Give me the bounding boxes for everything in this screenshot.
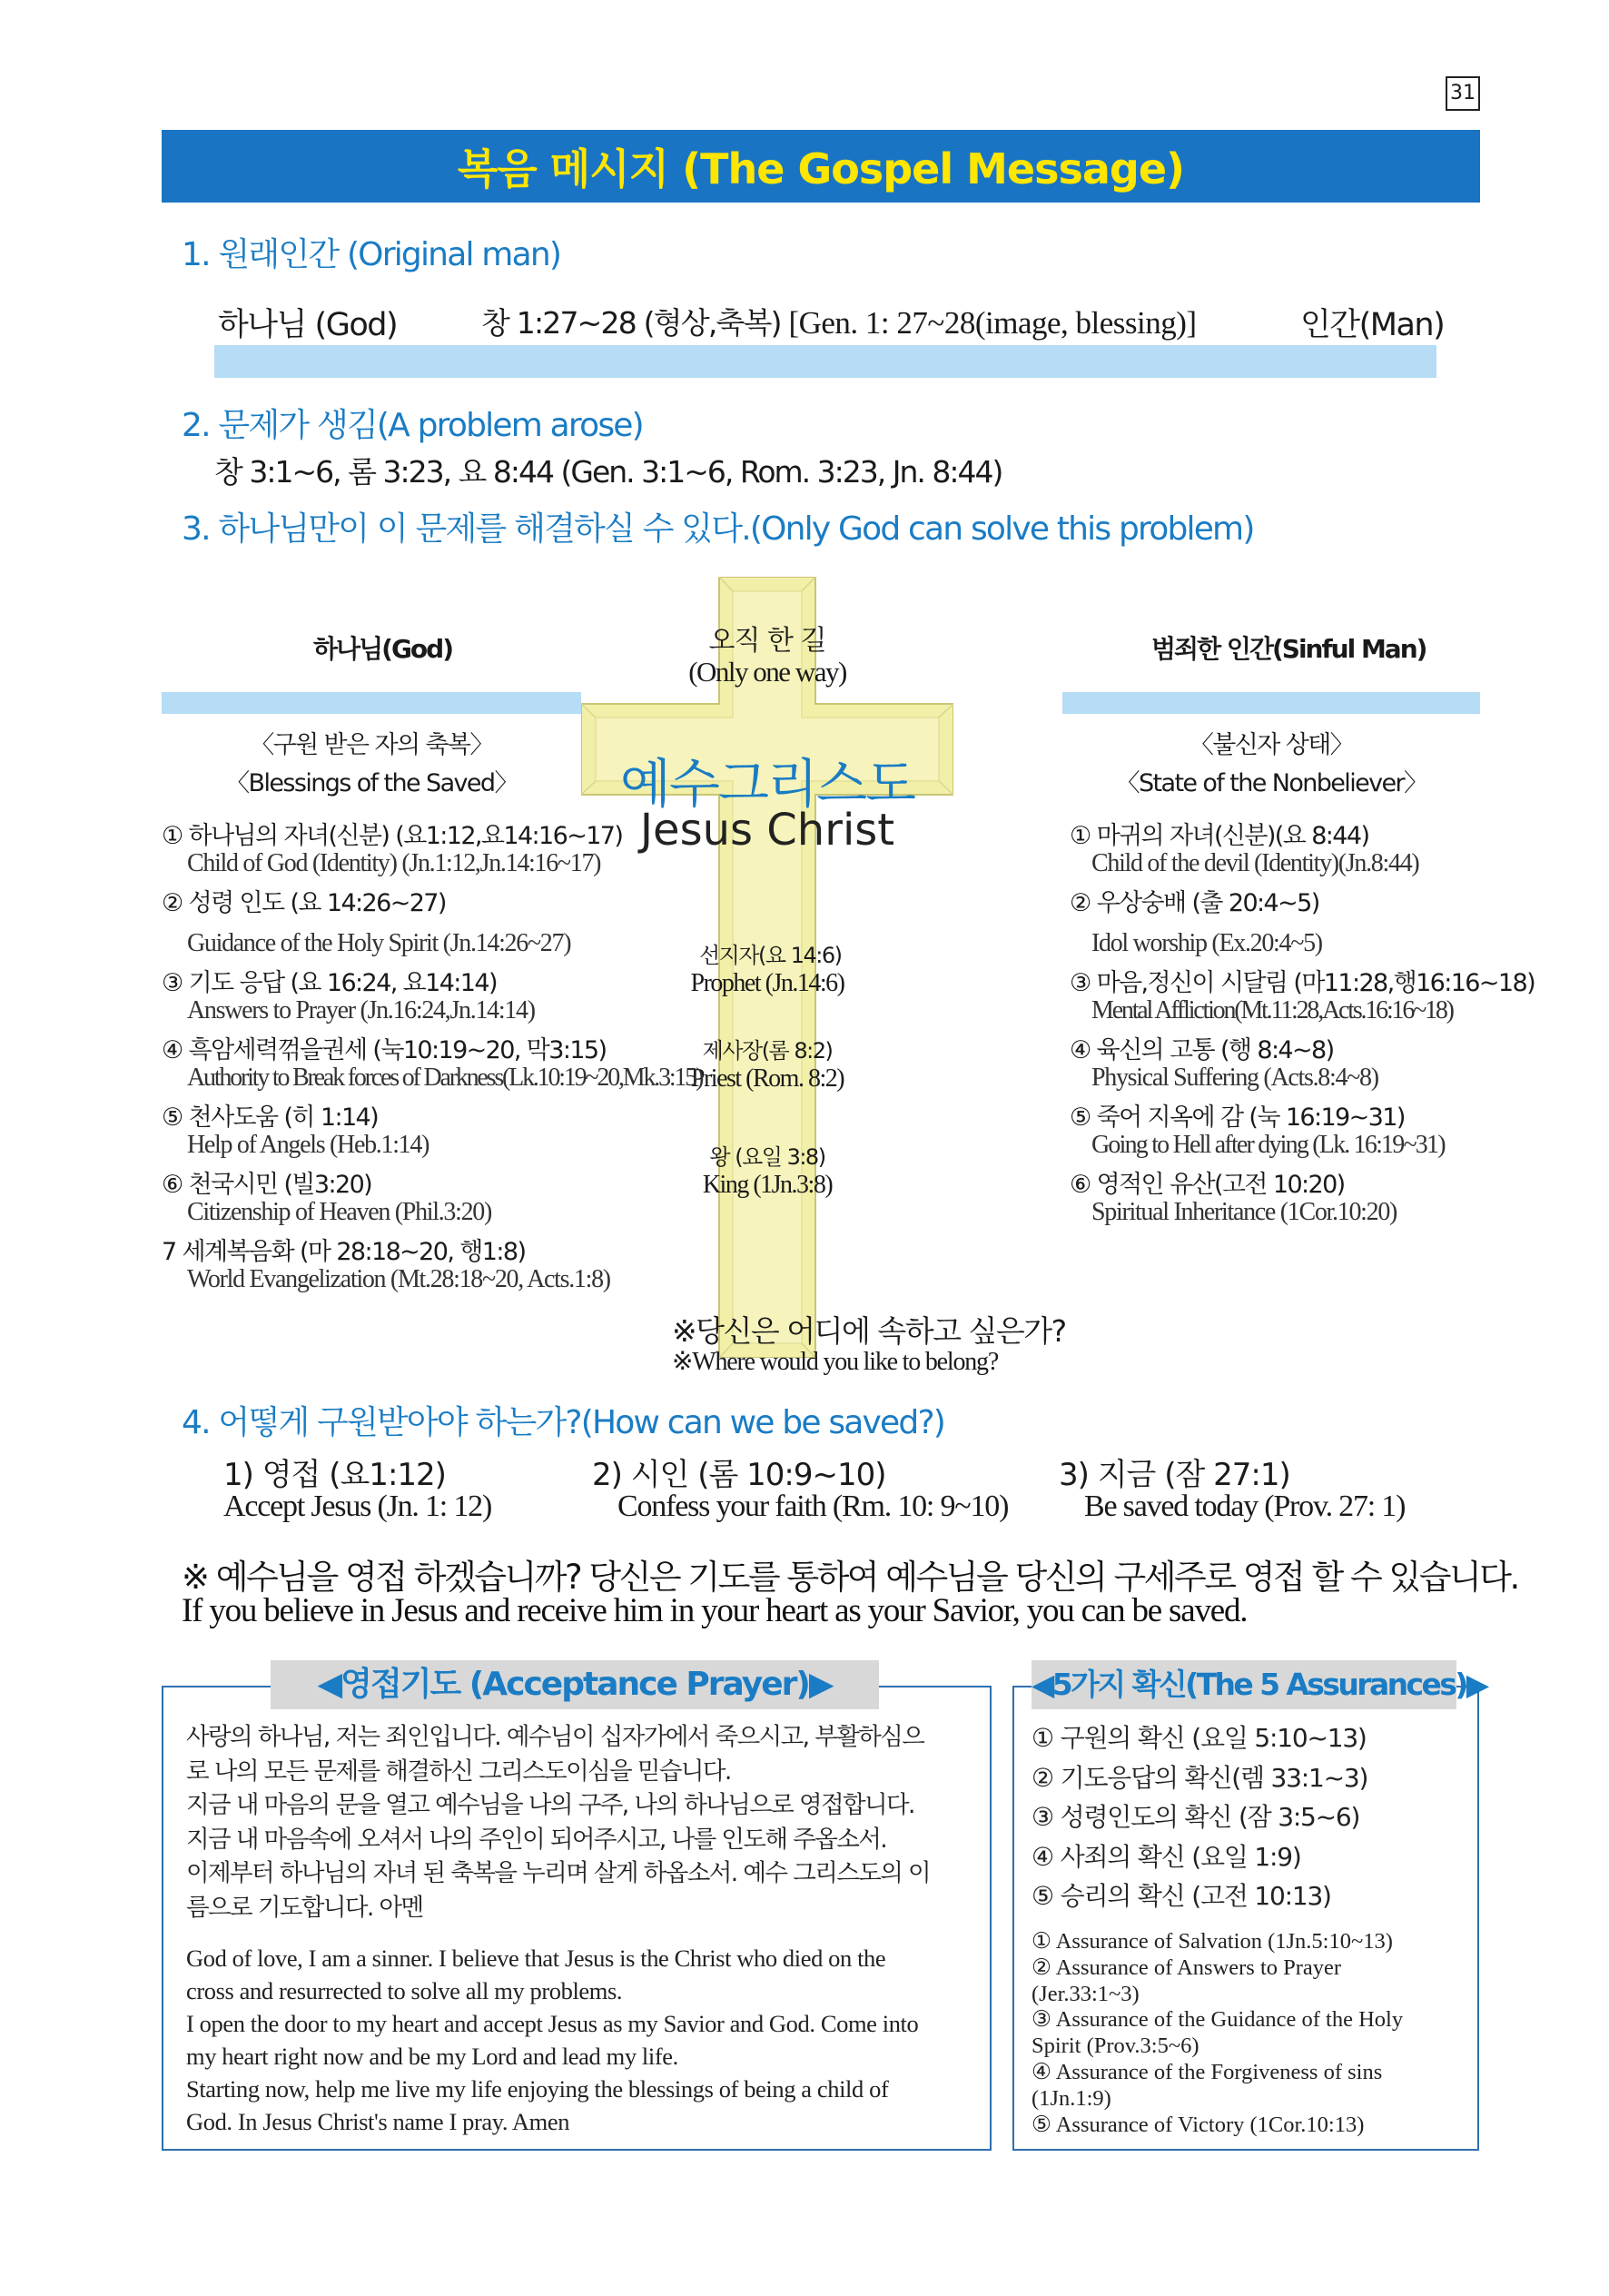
list-item: ④ 사죄의 확신 (요일 1:9)	[1032, 1841, 1301, 1872]
section3-heading: 3. 하나님만이 이 문제를 해결하실 수 있다.(Only God can solve this problem)	[182, 510, 1254, 548]
role-priest-en: Priest (Rom. 8:2)	[690, 1064, 844, 1093]
assurances-en: ① Assurance of Salvation (1Jn.5:10~13) ② Assurance of Answers to Prayer (Jer.33:1~3) ③ Assurance of the Guidance of the Holy Spirit (Prov.3:5~6) ④ Assurance of the Forgiveness of sins (1Jn.1:9) ⑤ Assurance of Victory (1Cor.10:13)	[1032, 1929, 1404, 2137]
blessings-heading-ko: 〈구원 받은 자의 축복〉	[250, 731, 493, 759]
nonbeliever-list	[1070, 822, 1535, 1239]
list-item: ⑥ 천국시민 (빌3:20) Citizenship of Heaven (Phil.3:20)	[162, 1171, 492, 1226]
section1-man: 인간(Man)	[1300, 307, 1445, 343]
cross-name-en: Jesus Christ	[639, 805, 895, 856]
blessings-heading	[162, 727, 581, 803]
prayer-title: ◀영접기도 (Acceptance Prayer)▶	[271, 1660, 879, 1709]
list-item: ① 구원의 확신 (요일 5:10~13)	[1032, 1723, 1367, 1753]
step-today-en: Be saved today (Prov. 27: 1)	[1084, 1489, 1406, 1523]
list-item: ④ 흑암세력꺾을권세 (눅10:19~20, 막3:15) Authority to Break forces of Darkness(Lk.10:19~20,Mk.3:15)	[162, 1036, 703, 1092]
page-number: 31	[1446, 76, 1480, 111]
list-item: ③ 마음,정신이 시달림 (마11:28,행16:16~18) Mental Affliction(Mt.11:28,Acts.16:16~18)	[1070, 969, 1535, 1024]
section1-verse	[481, 300, 1197, 342]
nonbeliever-heading-ko: 〈불신자 상태〉	[1189, 731, 1354, 759]
list-item: ② 우상숭배 (출 20:4~5) Idol worship (Ex.20:4~5)	[1070, 889, 1322, 957]
step-confess-ko: 2) 시인 (롬 10:9~10)	[592, 1457, 886, 1493]
step-today-ko: 3) 지금 (잠 27:1)	[1059, 1457, 1290, 1493]
list-item: ⑤ 승리의 확신 (고전 10:13)	[1032, 1881, 1331, 1911]
title-bar	[162, 130, 1480, 203]
role-king-en: King (1Jn.3:8)	[702, 1171, 833, 1199]
cross-roles	[690, 937, 844, 1200]
role-prophet-ko: 선지자(요 14:6)	[699, 943, 842, 968]
list-item: 7 세계복음화 (마 28:18~20, 행1:8) World Evangelization (Mt.28:18~20, Acts.1:8)	[162, 1238, 610, 1293]
list-item: ④ 육신의 고통 (행 8:4~8) Physical Suffering (Acts.8:4~8)	[1070, 1036, 1378, 1092]
list-item: ① 마귀의 자녀(신분)(요 8:44) Child of the devil (Identity)(Jn.8:44)	[1070, 822, 1419, 877]
list-item: ② 성령 인도 (요 14:26~27) Guidance of the Holy Spirit (Jn.14:26~27)	[162, 889, 571, 957]
prayer-ko: 사랑의 하나님, 저는 죄인입니다. 예수님이 십자가에서 죽으시고, 부활하심으 로 나의 모든 문제를 해결하신 그리스도이심을 믿습니다. 지금 내 마음의 문을 열고 예수님을 나의 구주, 나의 하나님으로 영접합니다. 지금 내 마음속에 오셔서 나의 주인이 되어주시고, 나를 인도해 주옵소서. 이제부터 하나님의 자녀 된 축복을 누리며 살게 하옵소서. 예수 그리스도의 이 름으로 기도합니다. 아멘	[186, 1723, 931, 1922]
question-en: ※Where would you like to belong?	[672, 1348, 999, 1376]
assurances-title: ◀5가지 확신(The 5 Assurances)▶	[1032, 1660, 1456, 1709]
section2-heading: 2. 문제가 생김(A problem arose)	[182, 407, 643, 444]
assurances-ko	[1032, 1718, 1467, 1916]
section1-verse-en: [Gen. 1: 27~28(image, blessing)]	[788, 305, 1197, 341]
role-king-ko: 왕 (요일 3:8)	[709, 1144, 825, 1170]
section2-verses: 창 3:1~6, 롬 3:23, 요 8:44 (Gen. 3:1~6, Rom. 3:23, Jn. 8:44)	[214, 454, 1002, 490]
cross-top-en: (Only one way)	[688, 656, 846, 688]
nonbeliever-heading-en: 〈State of the Nonbeliever〉	[1115, 769, 1427, 797]
sinful-man-label: 범죄한 인간(Sinful Man)	[1151, 634, 1426, 664]
list-item: ① 하나님의 자녀(신분) (요1:12,요14:16~17) Child of God (Identity) (Jn.1:12,Jn.14:16~17)	[162, 822, 623, 877]
god-rule	[162, 692, 581, 714]
role-priest-ko: 제사장(롬 8:2)	[702, 1038, 833, 1064]
page-title: 복음 메시지 (The Gospel Message)	[457, 144, 1185, 193]
section4-heading: 4. 어떻게 구원받아야 하는가?(How can we be saved?)	[182, 1404, 945, 1441]
god-label: 하나님(God)	[313, 634, 452, 664]
nonbeliever-heading	[1062, 727, 1480, 803]
list-item: ⑤ 죽어 지옥에 감 (눅 16:19~31) Going to Hell after dying (Lk. 16:19~31)	[1070, 1103, 1445, 1159]
list-item: ⑤ 천사도움 (히 1:14) Help of Angels (Heb.1:14)	[162, 1103, 429, 1159]
man-rule	[1062, 692, 1480, 714]
section1-god: 하나님 (God)	[218, 307, 398, 343]
list-item: ⑥ 영적인 유산(고전 10:20) Spiritual Inheritance (1Cor.10:20)	[1070, 1171, 1397, 1226]
call-ko: ※ 예수님을 영접 하겠습니까? 당신은 기도를 통하여 예수님을 당신의 구세주로 영접 할 수 있습니다.	[182, 1558, 1518, 1597]
section1-rule	[214, 345, 1436, 378]
call-en: If you believe in Jesus and receive him in your heart as your Savior, you can be saved.	[182, 1592, 1248, 1629]
section1-heading: 1. 원래인간 (Original man)	[182, 236, 561, 273]
blessings-heading-en: 〈Blessings of the Saved〉	[225, 769, 518, 797]
cross-name-ko: 예수그리스도	[619, 753, 915, 815]
step-accept-ko: 1) 영접 (요1:12)	[223, 1457, 446, 1493]
role-prophet-en: Prophet (Jn.14:6)	[690, 969, 844, 997]
section1-verse-ko: 창 1:27~28 (형상,축복)	[481, 305, 781, 341]
prayer-en: God of love, I am a sinner. I believe that Jesus is the Christ who died on the cross and resurrected to solve all my problems. I open the door to my heart and accept Jesus as my Savior and God. Come into my heart right now and be my Lord and lead my life. Starting now, help me live my life enjoying the blessings of being a child of God. In Jesus Christ's name I pray. Amen	[186, 1945, 919, 2135]
step-confess-en: Confess your faith (Rm. 10: 9~10)	[617, 1489, 1009, 1523]
cross-top-ko: 오직 한 길	[708, 625, 826, 657]
list-item: ② 기도응답의 확신(렘 33:1~3)	[1032, 1762, 1368, 1793]
list-item: ③ 성령인도의 확신 (잠 3:5~6)	[1032, 1802, 1360, 1832]
question-ko: ※당신은 어디에 속하고 싶은가?	[672, 1313, 1066, 1349]
list-item: ③ 기도 응답 (요 16:24, 요14:14) Answers to Prayer (Jn.16:24,Jn.14:14)	[162, 969, 535, 1024]
step-accept-en: Accept Jesus (Jn. 1: 12)	[223, 1489, 492, 1523]
blessings-list	[162, 823, 706, 1306]
